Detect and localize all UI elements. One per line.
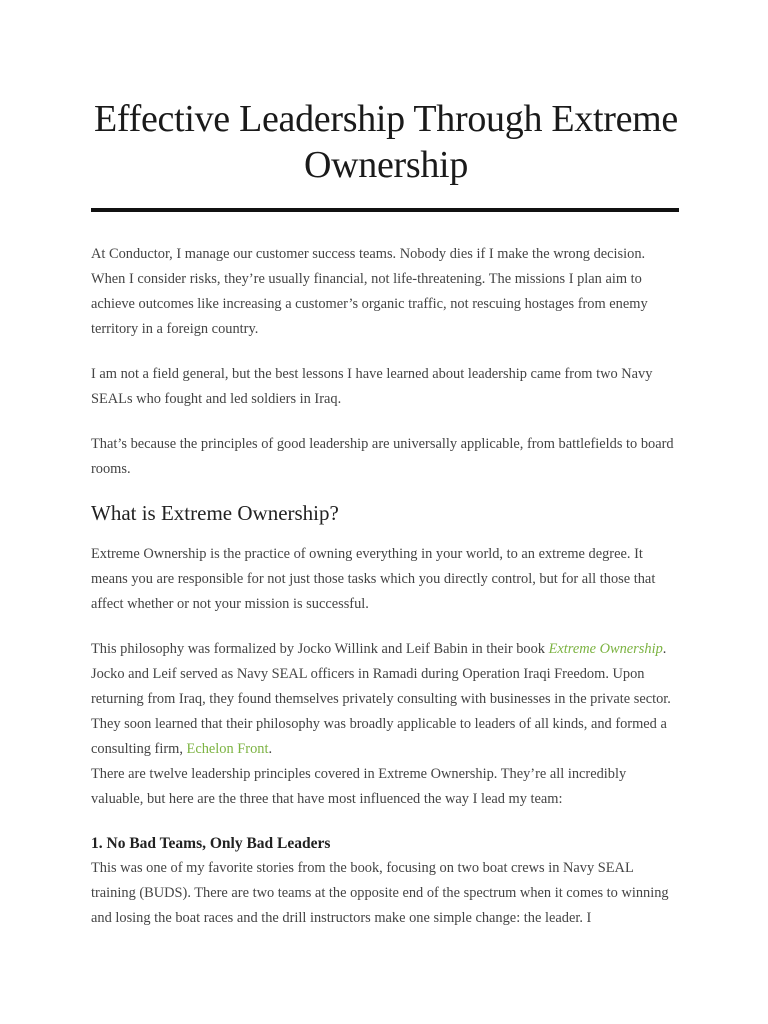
subheading-no-bad-teams: 1. No Bad Teams, Only Bad Leaders	[91, 835, 331, 852]
paragraph-definition: Extreme Ownership is the practice of owning everything in your world, to an extreme degree. It means you are responsible for not just those tasks which you directly control, but for all those that affect whether or not your mission is successful.	[91, 546, 656, 612]
paragraph-philosophy	[91, 637, 681, 762]
paragraph-philosophy-text-2: . Jocko and Leif served as Navy SEAL officers in Ramadi during Operation Iraqi Freedom. Upon returning from Iraq, they found themselves privately consulting with businesses in the private sector. They soon learned that their philosophy was broadly applicable to leaders of all kinds, and formed a consulting firm,	[91, 641, 671, 757]
paragraph-philosophy-text-1: This philosophy was formalized by Jocko Willink and Leif Babin in their book	[91, 641, 549, 657]
title-divider	[91, 208, 679, 212]
paragraph-field-general: I am not a field general, but the best lessons I have learned about leadership came from two Navy SEALs who fought and led soldiers in Iraq.	[91, 366, 653, 407]
paragraph-principles: That’s because the principles of good leadership are universally applicable, from battlefields to board rooms.	[91, 436, 674, 477]
extreme-ownership-book-link[interactable]: Extreme Ownership	[548, 641, 663, 657]
paragraph-intro: At Conductor, I manage our customer success teams. Nobody dies if I make the wrong decision. When I consider risks, they’re usually financial, not life-threatening. The missions I plan aim to achieve outcomes like increasing a customer’s organic traffic, not rescuing hostages from enemy territory in a foreign country.	[91, 246, 648, 337]
echelon-front-link[interactable]: Echelon Front	[186, 741, 269, 757]
paragraph-boat-crews: This was one of my favorite stories from the book, focusing on two boat crews in Navy SEAL training (BUDS). There are two teams at the opposite end of the spectrum when it comes to winning and losing the boat races and the drill instructors make one simple change: the leader. I	[91, 860, 669, 926]
paragraph-philosophy-text-3: .	[268, 741, 273, 757]
paragraph-twelve-principles: There are twelve leadership principles covered in Extreme Ownership. They’re all incredibly valuable, but here are the three that have most influenced the way I lead my team:	[91, 766, 627, 807]
article-title: Effective Leadership Through Extreme Ownership	[94, 98, 678, 186]
article	[91, 0, 681, 931]
section-heading-extreme-ownership: What is Extreme Ownership?	[91, 501, 339, 525]
